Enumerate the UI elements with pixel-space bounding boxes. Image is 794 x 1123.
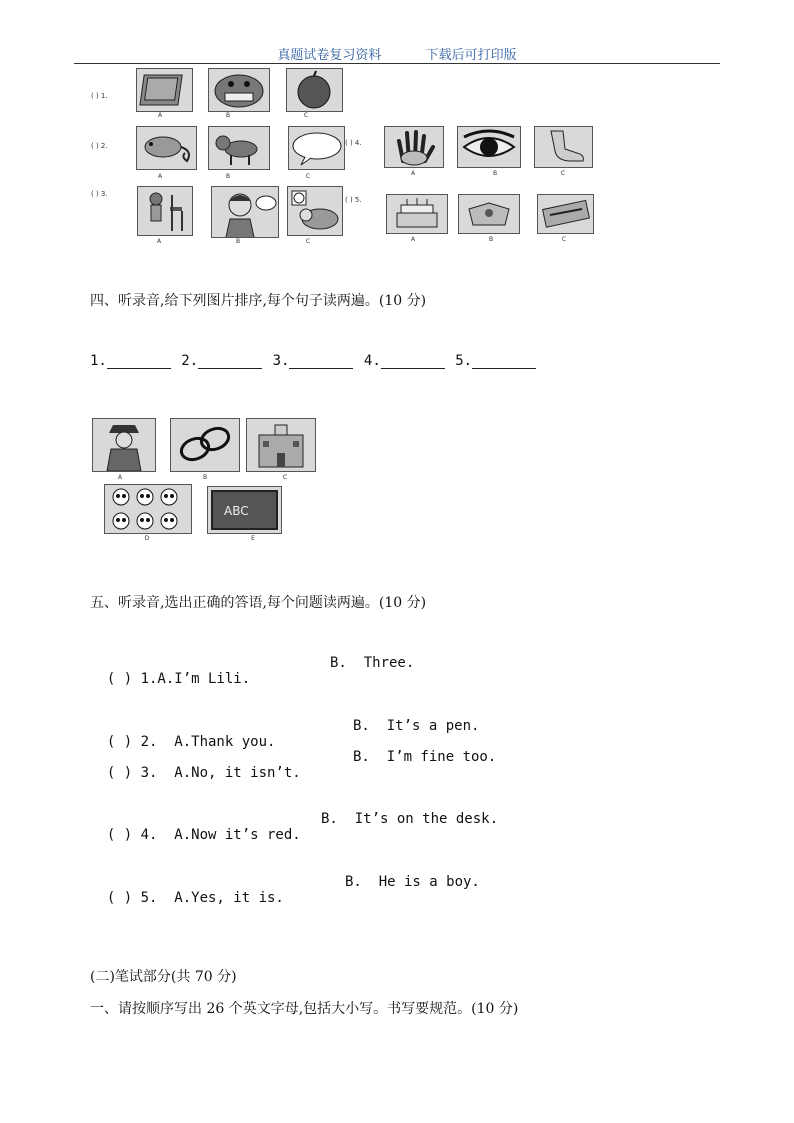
blank-2[interactable]	[198, 354, 262, 369]
s5-q5-option-a: ( ) 5. A.Yes, it is.	[106, 890, 284, 906]
police-officer-icon	[92, 418, 156, 472]
section4-title: 四、听录音,给下列图片排序,每个句子读两遍。(10 分)	[90, 293, 427, 309]
q1-label-b: B	[225, 112, 231, 119]
header-right: 下载后可打印版	[425, 48, 517, 63]
q5-label-c: C	[561, 236, 567, 243]
blank-1-number: 1.	[90, 353, 107, 369]
book-icon	[136, 68, 193, 112]
s5-q2-option-a: ( ) 2. A.Thank you.	[106, 734, 276, 750]
q2-label-b: B	[225, 173, 231, 180]
blackboard-icon	[207, 486, 282, 534]
page-header	[74, 44, 720, 64]
written-part-title: (二)笔试部分(共 70 分)	[90, 969, 237, 985]
q2-label-c: C	[305, 173, 311, 180]
blackboard-text: ABC	[224, 504, 249, 518]
chameleon-icon	[136, 126, 197, 170]
q4-label-c: C	[560, 170, 566, 177]
s5-q4-option-b: B. It’s on the desk.	[321, 811, 499, 827]
blank-4-number: 4.	[363, 353, 381, 369]
pandas-icon	[104, 484, 192, 534]
bag-icon	[458, 194, 520, 234]
q1-label-c: C	[303, 112, 309, 119]
apple-icon	[286, 68, 343, 112]
s5-question-3	[90, 749, 497, 797]
blank-4[interactable]	[381, 354, 445, 369]
blank-5-number: 5.	[455, 353, 473, 369]
s4-label-c: C	[282, 474, 288, 481]
question-2-marker: ( ) 2.	[91, 142, 108, 150]
blank-5[interactable]	[472, 354, 536, 369]
boy-speaking-icon	[211, 186, 279, 238]
glasses-icon	[170, 418, 240, 472]
s4-label-e: E	[251, 535, 255, 542]
cake-icon	[386, 194, 448, 234]
q5-label-a: A	[410, 236, 416, 243]
s5-q2-option-b: B. It’s a pen.	[353, 718, 480, 734]
header-left: 真题试卷复习资料	[277, 48, 382, 63]
blank-2-number: 2.	[181, 353, 199, 369]
q3-label-a: A	[156, 238, 162, 245]
question-4-marker: ( ) 4.	[345, 139, 362, 147]
s5-q5-option-b: B. He is a boy.	[345, 874, 480, 890]
eye-icon	[457, 126, 521, 168]
written-section1-title: 一、请按顺序写出 26 个英文字母,包括大小写。书写要规范。(10 分)	[90, 1001, 519, 1017]
s4-label-b: B	[202, 474, 208, 481]
monster-icon	[208, 68, 270, 112]
s5-q1-option-b: B. Three.	[330, 655, 415, 671]
question-5-marker: ( ) 5.	[345, 196, 362, 204]
s5-q1-option-a: ( ) 1.A.I’m Lili.	[106, 671, 251, 687]
question-3-marker: ( ) 3.	[91, 190, 108, 198]
q4-label-b: B	[492, 170, 498, 177]
section5-title: 五、听录音,选出正确的答语,每个问题读两遍。(10 分)	[90, 595, 427, 611]
q1-label-a: A	[157, 112, 163, 119]
s5-question-4	[90, 811, 499, 859]
q4-label-a: A	[410, 170, 416, 177]
s5-q3-option-a: ( ) 3. A.No, it isn’t.	[106, 765, 301, 781]
section4-blanks	[90, 353, 538, 369]
blank-1[interactable]	[107, 354, 171, 369]
blank-3-number: 3.	[272, 353, 290, 369]
s5-q3-option-b: B. I’m fine too.	[353, 749, 497, 765]
s4-label-d: D	[144, 535, 150, 542]
hand-icon	[384, 126, 444, 168]
question-1-marker: ( ) 1.	[91, 92, 108, 100]
q3-label-b: B	[235, 238, 241, 245]
foot-icon	[534, 126, 593, 168]
speech-bubble-icon	[288, 126, 345, 170]
school-building-icon	[246, 418, 316, 472]
s5-question-1	[90, 655, 415, 703]
s5-q4-option-a: ( ) 4. A.Now it’s red.	[106, 827, 301, 843]
boy-chair-icon	[137, 186, 193, 236]
q2-label-a: A	[157, 173, 163, 180]
blank-3[interactable]	[289, 354, 353, 369]
dog-icon	[208, 126, 270, 170]
q3-label-c: C	[305, 238, 311, 245]
s4-label-a: A	[117, 474, 123, 481]
pencil-box-icon	[537, 194, 594, 234]
sleeping-icon	[287, 186, 343, 236]
s5-question-5	[90, 874, 480, 922]
q5-label-b: B	[488, 236, 494, 243]
